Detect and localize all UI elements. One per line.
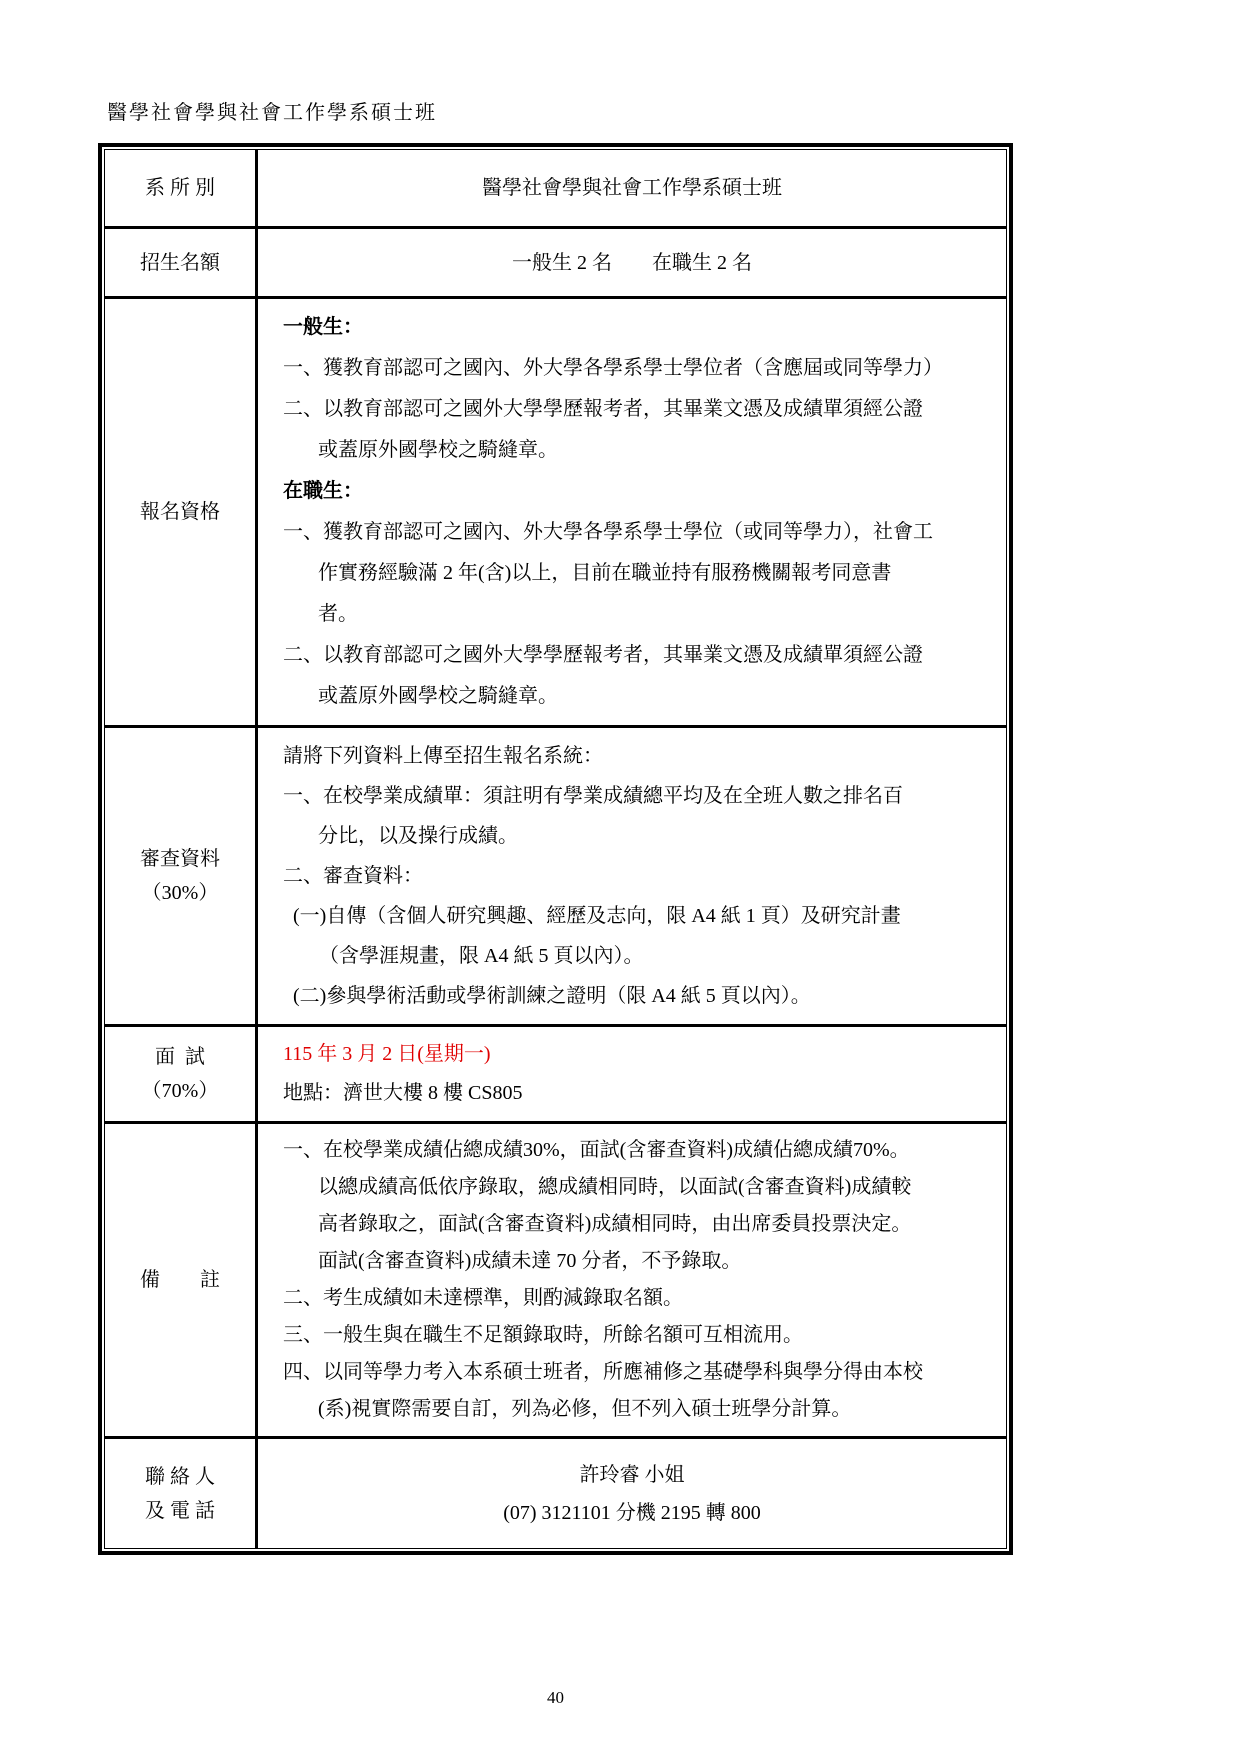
row-content-contact [258,1439,1006,1548]
row-content-quota [258,229,1006,296]
row-content-interview [258,1027,1006,1121]
text-line: (一)自傳（含個人研究興趣、經歷及志向，限 A4 紙 1 頁）及研究計畫 [293,905,901,927]
label-line: 報名資格 [140,501,220,523]
text-line: 或蓋原外國學校之騎縫章。 [318,439,558,461]
text-line: 四、以同等學力考入本系碩士班者，所應補修之基礎學科與學分得由本校 [283,1361,923,1383]
text-line: 高者錄取之，面試(含審查資料)成績相同時，由出席委員投票決定。 [318,1213,912,1235]
text-line: 以總成績高低依序錄取，總成績相同時，以面試(含審查資料)成績較 [318,1176,912,1198]
table-row-eligibility [105,296,1006,725]
admission-table [104,149,1007,1549]
text-line: (系)視實際需要自訂，列為必修，但不列入碩士班學分計算。 [318,1398,852,1420]
text-line: 請將下列資料上傳至招生報名系統： [283,745,603,767]
row-label-dept [105,150,258,226]
table-row-notes [105,1121,1006,1436]
label-line: 面 試 [155,1046,205,1068]
text-line: 二、審查資料： [283,865,423,887]
table-row-dept [105,150,1006,226]
page-title: 醫學社會學與社會工作學系碩士班 [107,102,437,124]
text-line: 者。 [318,603,358,625]
interview-date-text: 115 年 3 月 2 日(星期一) [283,1043,491,1065]
text-line: 一、在校學業成績單：須註明有學業成績總平均及在全班人數之排名百 [283,785,903,807]
label-line: 備 註 [140,1269,220,1291]
text-line: 一般生 2 名 在職生 2 名 [512,251,752,274]
row-label-notes [105,1124,258,1436]
row-label-quota [105,229,258,296]
text-line: 或蓋原外國學校之騎縫章。 [318,685,558,707]
text-line: (07) 3121101 分機 2195 轉 800 [503,1501,761,1524]
text-line: 一、獲教育部認可之國內、外大學各學系學士學位者（含應屆或同等學力） [283,357,943,379]
text-line: 作實務經驗滿 2 年(含)以上，目前在職並持有服務機關報考同意書 [318,562,892,584]
label-line: 系 所 別 [145,177,215,199]
table-row-review [105,725,1006,1024]
text-line: 地點：濟世大樓 8 樓 CS805 [283,1082,523,1104]
text-line: 醫學社會學與社會工作學系碩士班 [482,177,782,199]
row-label-contact [105,1439,258,1548]
text-line: 二、以教育部認可之國外大學學歷報考者，其畢業文憑及成績單須經公證 [283,644,923,666]
label-line: （70%） [141,1080,219,1102]
row-content-notes [258,1124,1006,1436]
text-line: （含學涯規畫，限 A4 紙 5 頁以內）。 [319,945,644,967]
row-label-eligibility [105,299,258,725]
text-line: 一般生： [283,316,363,338]
row-content-dept [258,150,1006,226]
label-line: （30%） [141,882,219,904]
table-row-quota [105,226,1006,296]
label-line: 及 電 話 [145,1499,215,1522]
label-line: 聯 絡 人 [145,1465,215,1488]
text-line: 分比，以及操行成績。 [318,825,518,847]
row-label-review [105,728,258,1024]
text-line: 二、考生成績如未達標準，則酌減錄取名額。 [283,1287,683,1309]
text-line: 面試(含審查資料)成績未達 70 分者，不予錄取。 [318,1250,742,1272]
row-content-review [258,728,1006,1024]
table-row-contact [105,1436,1006,1548]
text-line: (二)參與學術活動或學術訓練之證明（限 A4 紙 5 頁以內）。 [293,985,811,1007]
text-line: 一、獲教育部認可之國內、外大學各學系學士學位（或同等學力），社會工 [283,521,933,543]
text-line: 三、一般生與在職生不足額錄取時，所餘名額可互相流用。 [283,1324,803,1346]
text-line: 二、以教育部認可之國外大學學歷報考者，其畢業文憑及成績單須經公證 [283,398,923,420]
text-line: 一、在校學業成績佔總成績30%，面試(含審查資料)成績佔總成績70%。 [283,1139,910,1161]
label-line: 審查資料 [140,848,220,870]
page-number: 40 [547,1688,564,1707]
table-row-interview [105,1024,1006,1121]
admission-table-border [98,143,1013,1555]
text-line: 許玲睿 小姐 [579,1463,685,1486]
label-line: 招生名額 [140,251,220,274]
row-label-interview [105,1027,258,1121]
row-content-eligibility [258,299,1006,725]
text-line: 在職生： [283,480,363,502]
